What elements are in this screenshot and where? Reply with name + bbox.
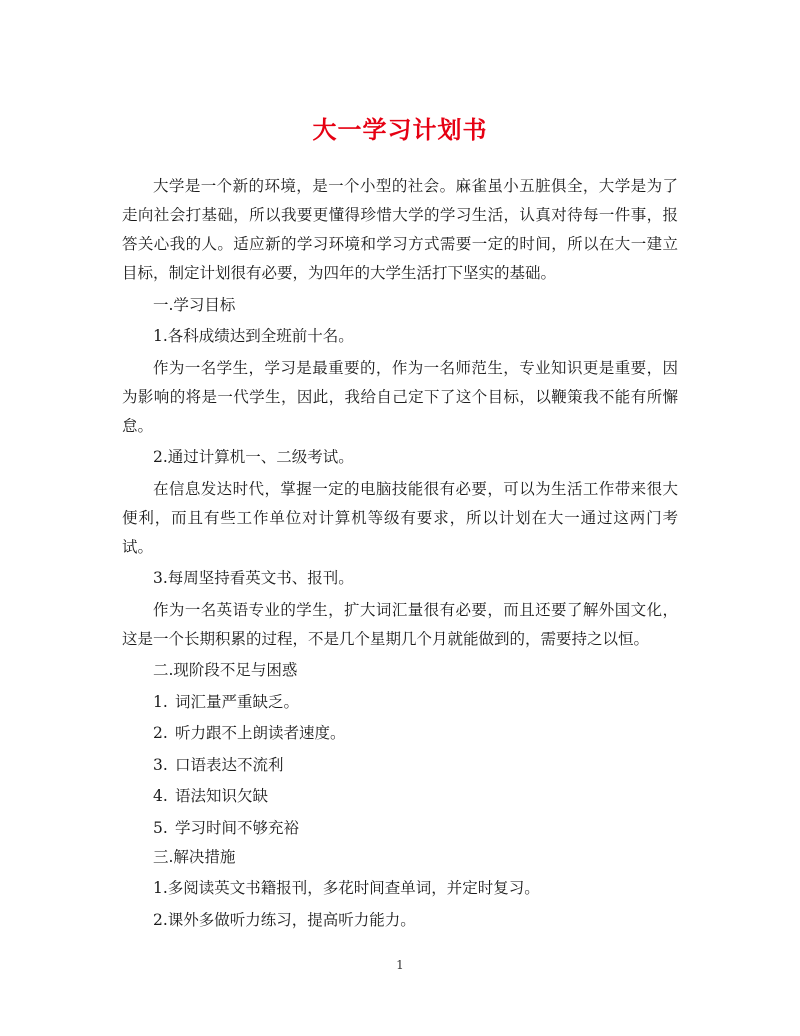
goal-3-title: 3.每周坚持看英文书、报刊。 bbox=[153, 569, 354, 587]
goal-1-paragraph: 作为一名学生，学习是最重要的，作为一名师范生，专业知识更是重要，因为影响的将是一代学生，因此，我给自己定下了这个目标，以鞭策我不能有所懈怠。 bbox=[122, 358, 678, 435]
goal-2-paragraph: 在信息发达时代，掌握一定的电脑技能很有必要，可以为生活工作带来很大便利，而且有些工作单位对计算机等级有要求，所以计划在大一通过这两门考试。 bbox=[122, 479, 678, 556]
section-heading-goals: 一.学习目标 bbox=[153, 295, 236, 314]
problem-item-text: 词汇量严重缺乏。 bbox=[175, 692, 300, 711]
solution-step-2: 2.课外多做听力练习，提高听力能力。 bbox=[153, 910, 416, 929]
goal-2-title: 2.通过计算机一、二级考试。 bbox=[153, 448, 354, 466]
document-title: 大一学习计划书 bbox=[312, 115, 488, 144]
document-body bbox=[122, 172, 678, 935]
intro-paragraph: 大学是一个新的环境，是一个小型的社会。麻雀虽小五脏俱全，大学是为了走向社会打基础，所以我要更懂得珍惜大学的学习生活，认真对待每一件事，报答关心我的人。适应新的学习环境和学习方式需要一定的时间，所以在大一建立目标，制定计划很有必要，为四年的大学生活打下坚实的基础。 bbox=[122, 177, 678, 282]
problem-item-number: 4. bbox=[153, 787, 168, 805]
problem-item-3 bbox=[122, 751, 678, 780]
problem-item-4 bbox=[122, 782, 678, 811]
problem-item-number: 2. bbox=[153, 724, 168, 742]
page-number: 1 bbox=[396, 958, 404, 972]
problem-item-text: 口语表达不流利 bbox=[175, 755, 284, 774]
problem-item-text: 语法知识欠缺 bbox=[175, 787, 269, 805]
problem-item-number: 5. bbox=[153, 818, 168, 837]
section-heading-problems: 二.现阶段不足与困惑 bbox=[153, 661, 298, 679]
problem-item-text: 学习时间不够充裕 bbox=[175, 818, 300, 837]
solution-step-1: 1.多阅读英文书籍报刊，多花时间查单词，并定时复习。 bbox=[153, 879, 540, 897]
goal-1-title: 1.各科成绩达到全班前十名。 bbox=[153, 327, 354, 345]
problem-item-5 bbox=[122, 814, 678, 843]
problem-item-number: 1. bbox=[153, 692, 168, 711]
section-heading-solutions: 三.解决措施 bbox=[153, 847, 236, 866]
problem-item-number: 3. bbox=[153, 755, 168, 774]
problem-item-text: 听力跟不上朗读者速度。 bbox=[175, 724, 346, 742]
goal-3-paragraph: 作为一名英语专业的学生，扩大词汇量很有必要，而且还要了解外国文化，这是一个长期积累的过程，不是几个星期几个月就能做到的，需要持之以恒。 bbox=[122, 600, 678, 648]
problem-item-2 bbox=[122, 719, 678, 748]
problem-item-1 bbox=[122, 688, 678, 717]
